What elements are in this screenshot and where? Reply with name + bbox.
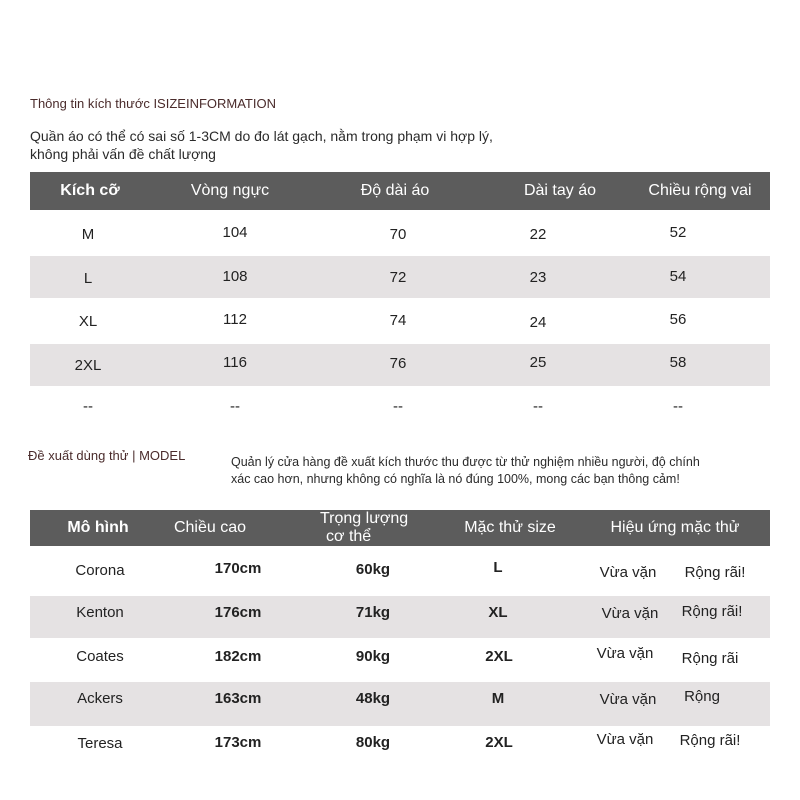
model-weight-cell: 60kg [355, 561, 391, 578]
length-cell: 74 [389, 312, 407, 329]
model-name-cell: Kenton [76, 604, 124, 621]
model-fit-cell: Vừa vặn [599, 564, 657, 581]
shoulder-cell: 58 [669, 354, 687, 371]
model-height-cell: 170cm [214, 560, 262, 577]
model-height-cell: 163cm [214, 690, 262, 707]
size-cell: L [83, 270, 93, 287]
length-cell: 76 [389, 355, 407, 372]
model-trysize-cell: M [491, 690, 505, 707]
chest-cell: 108 [222, 268, 248, 285]
model-height-cell: 173cm [214, 734, 262, 751]
table-row [30, 640, 770, 682]
model-note-line1: Quản lý cửa hàng đề xuất kích thước thu được từ thử nghiệm nhiều người, độ chính [231, 455, 700, 469]
size-header-size: Kích cỡ [60, 182, 120, 199]
size-header-shoulder: Chiều rộng vai [648, 182, 752, 199]
size-section-title: Thông tin kích thước ISIZEINFORMATION [30, 96, 276, 111]
size-cell: 2XL [74, 357, 102, 374]
size-note-line1: Quần áo có thể có sai số 1-3CM do đo lát gạch, nằm trong phạm vi hợp lý, [30, 128, 493, 144]
chest-cell: -- [230, 398, 240, 415]
model-note-line2: xác cao hơn, nhưng không có nghĩa là nó đúng 100%, mong các bạn thông cảm! [231, 472, 680, 486]
table-row [30, 212, 770, 254]
model-loose-cell: Rộng rãi! [681, 603, 743, 620]
model-loose-cell: Rộng rãi! [684, 564, 746, 581]
model-fit-cell: Vừa vặn [601, 605, 659, 622]
model-weight-cell: 48kg [355, 690, 391, 707]
model-header-height: Chiều cao [173, 519, 247, 536]
length-cell: 70 [389, 226, 407, 243]
table-row [30, 256, 770, 298]
model-loose-cell: Rộng rãi! [679, 732, 741, 749]
sleeve-cell: 24 [529, 314, 547, 331]
model-table [30, 510, 770, 770]
model-header-trysize: Mặc thử size [464, 519, 556, 536]
chest-cell: 116 [223, 354, 247, 371]
size-note-line2: không phải vấn đề chất lượng [30, 146, 216, 162]
chest-cell: 104 [222, 224, 248, 241]
sleeve-cell: 23 [529, 269, 547, 286]
table-row [30, 344, 770, 386]
table-row [30, 388, 770, 422]
model-trysize-cell: XL [488, 604, 508, 621]
model-name-cell: Corona [75, 562, 125, 579]
model-weight-cell: 71kg [355, 604, 391, 621]
length-cell: -- [393, 398, 403, 415]
model-fit-cell: Vừa vặn [599, 691, 657, 708]
table-row [30, 726, 770, 770]
model-trysize-cell: 2XL [485, 734, 513, 751]
size-header-length: Độ dài áo [360, 182, 430, 199]
sleeve-cell: 25 [529, 354, 547, 371]
model-loose-cell: Rộng [684, 688, 720, 705]
table-row [30, 596, 770, 638]
table-row [30, 550, 770, 592]
size-header-chest: Vòng ngực [190, 182, 270, 199]
model-header-weight-line2: cơ thể [326, 528, 372, 545]
model-name-cell: Coates [76, 648, 124, 665]
model-trysize-cell: L [493, 559, 503, 576]
model-name-cell: Teresa [77, 735, 123, 752]
model-name-cell: Ackers [77, 690, 123, 707]
shoulder-cell: 52 [669, 224, 687, 241]
sleeve-cell: -- [533, 398, 543, 415]
model-section-title: Đề xuất dùng thử | MODEL [28, 448, 186, 463]
model-height-cell: 182cm [214, 648, 262, 665]
model-height-cell: 176cm [214, 604, 262, 621]
size-cell: M [81, 226, 95, 243]
model-trysize-cell: 2XL [485, 648, 513, 665]
model-header-weight-line1: Trọng lượng [320, 510, 409, 527]
size-header-sleeve: Dài tay áo [523, 182, 597, 199]
shoulder-cell: 54 [669, 268, 687, 285]
model-fit-cell: Vừa vặn [596, 731, 654, 748]
table-row [30, 682, 770, 726]
shoulder-cell: -- [673, 398, 683, 415]
model-weight-cell: 80kg [355, 734, 391, 751]
size-table [30, 172, 770, 422]
size-cell: -- [83, 398, 93, 415]
model-weight-cell: 90kg [355, 648, 391, 665]
model-header-effect: Hiệu ứng mặc thử [610, 519, 740, 536]
shoulder-cell: 56 [669, 311, 687, 328]
model-loose-cell: Rộng rãi [681, 650, 739, 667]
model-fit-cell: Vừa vặn [596, 645, 654, 662]
model-table-header [30, 510, 770, 546]
table-row [30, 300, 770, 342]
chest-cell: 112 [223, 311, 247, 328]
size-table-header [30, 172, 770, 210]
size-cell: XL [78, 313, 98, 330]
sleeve-cell: 22 [529, 226, 547, 243]
model-header-name: Mô hình [67, 519, 129, 536]
length-cell: 72 [389, 269, 407, 286]
